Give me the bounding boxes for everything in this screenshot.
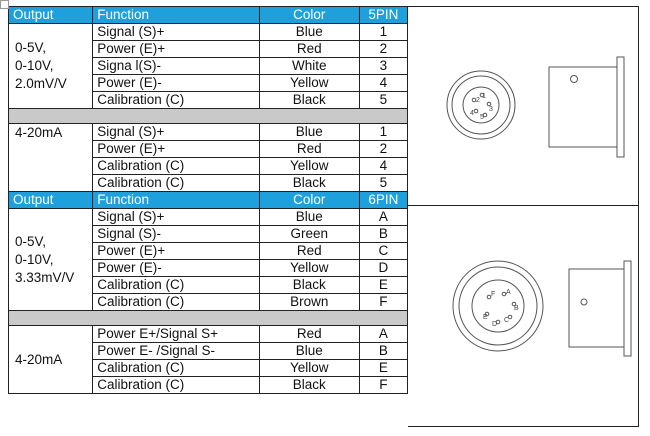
- header-pin: 5PIN: [359, 7, 407, 24]
- table-row: [9, 209, 408, 226]
- pin-cell: 1: [359, 124, 407, 141]
- color-cell: Green: [259, 226, 359, 243]
- color-cell: White: [259, 58, 359, 75]
- output-line: 2.0mV/V: [15, 76, 67, 91]
- color-cell: Blue: [259, 24, 359, 41]
- color-cell: Red: [259, 326, 359, 343]
- pin-label: E: [483, 314, 488, 321]
- table-row: [9, 24, 408, 41]
- color-cell: Yellow: [259, 75, 359, 92]
- color-cell: Black: [259, 92, 359, 109]
- color-cell: Black: [259, 175, 359, 192]
- pin-cell: E: [359, 360, 407, 377]
- pin-label: A: [506, 289, 511, 296]
- pin-cell: 5: [359, 92, 407, 109]
- function-cell: Signal (S)+: [93, 209, 259, 226]
- function-cell: Power (E)+: [93, 243, 259, 260]
- connector-outer-ring: [453, 261, 543, 351]
- color-cell: Yellow: [259, 260, 359, 277]
- wiring-table: [8, 6, 408, 394]
- table-row: [9, 326, 408, 343]
- function-cell: Signa l(S)-: [93, 58, 259, 75]
- function-cell: Calibration (C): [93, 294, 259, 311]
- wiring-spec-sheet: [8, 6, 640, 436]
- pin-cell: 2: [359, 41, 407, 58]
- output-line: 3.33mV/V: [15, 269, 75, 285]
- connector-side-body: [569, 269, 624, 347]
- function-cell: Calibration (C): [93, 175, 259, 192]
- color-cell: Blue: [259, 343, 359, 360]
- connector-6pin-drawing: [408, 206, 639, 426]
- color-cell: Blue: [259, 209, 359, 226]
- output-cell: [9, 24, 93, 109]
- color-cell: Red: [259, 41, 359, 58]
- connector-side-hole: [571, 76, 578, 83]
- function-cell: Power (E)+: [93, 141, 259, 158]
- header-color: Color: [259, 7, 359, 24]
- connector-flange: [617, 57, 624, 157]
- connector-side-hole: [581, 299, 587, 305]
- pin-label: 4: [470, 110, 474, 117]
- pin-cell: C: [359, 243, 407, 260]
- connector-side-body: [549, 67, 617, 147]
- connector-6pin-drawing-cell: [408, 205, 639, 427]
- table-row: [9, 124, 408, 141]
- color-cell: Black: [259, 277, 359, 294]
- pin-cell: B: [359, 226, 407, 243]
- connector-5pin-drawing-cell: [408, 6, 639, 206]
- connector-inner-ring: [452, 76, 510, 134]
- color-cell: Red: [259, 243, 359, 260]
- color-cell: Yellow: [259, 158, 359, 175]
- function-cell: Calibration (C): [93, 277, 259, 294]
- output-cell: 4-20mA: [9, 124, 93, 192]
- header-function: Function: [93, 192, 259, 209]
- connector-inner-ring: [459, 267, 537, 345]
- pin-cell: 3: [359, 58, 407, 75]
- pin-label: B: [514, 305, 519, 312]
- pin-cell: 5: [359, 175, 407, 192]
- document-corner-marker: [0, 0, 9, 9]
- color-cell: Blue: [259, 124, 359, 141]
- table-header-6pin: [9, 192, 408, 209]
- output-line: 0-5V,: [15, 40, 47, 55]
- header-pin: 6PIN: [359, 192, 407, 209]
- pin-cell: B: [359, 343, 407, 360]
- color-cell: Black: [259, 377, 359, 394]
- header-color: Color: [259, 192, 359, 209]
- pin-cell: A: [359, 209, 407, 226]
- color-cell: Yellow: [259, 360, 359, 377]
- header-function: Function: [93, 7, 259, 24]
- connector-flange: [624, 261, 631, 356]
- pin-cell: A: [359, 326, 407, 343]
- connector-outer-ring: [447, 71, 515, 139]
- pin-cell: 4: [359, 75, 407, 92]
- function-cell: Power E+/Signal S+: [93, 326, 259, 343]
- function-cell: Power (E)-: [93, 260, 259, 277]
- function-cell: Calibration (C): [93, 158, 259, 175]
- pin-label: F: [491, 291, 496, 298]
- output-line: 0-10V,: [15, 58, 54, 73]
- separator-row: [9, 109, 408, 124]
- pin-cell: 4: [359, 158, 407, 175]
- pin-cell: F: [359, 377, 407, 394]
- pin-label: D: [492, 321, 498, 328]
- header-output: Output: [9, 192, 93, 209]
- pin-cell: 2: [359, 141, 407, 158]
- output-line: 0-10V,: [15, 251, 54, 267]
- function-cell: Power E- /Signal S-: [93, 343, 259, 360]
- function-cell: Signal (S)+: [93, 124, 259, 141]
- pin-label: 3: [489, 106, 493, 113]
- function-cell: Calibration (C): [93, 92, 259, 109]
- pin-label: 1: [482, 93, 486, 100]
- header-output: Output: [9, 7, 93, 24]
- function-cell: Calibration (C): [93, 377, 259, 394]
- pin-cell: E: [359, 277, 407, 294]
- function-cell: Calibration (C): [93, 360, 259, 377]
- function-cell: Signal (S)+: [93, 24, 259, 41]
- output-cell: [9, 209, 93, 311]
- pin-cell: D: [359, 260, 407, 277]
- function-cell: Signal (S)-: [93, 226, 259, 243]
- connector-5pin-drawing: [408, 7, 639, 205]
- pin-label: 5: [480, 114, 484, 121]
- output-line: 0-5V,: [15, 233, 47, 249]
- table-header-5pin: [9, 7, 408, 24]
- separator-row: [9, 311, 408, 326]
- pin-cell: F: [359, 294, 407, 311]
- pin-cell: 1: [359, 24, 407, 41]
- output-cell: 4-20mA: [9, 326, 93, 394]
- color-cell: Red: [259, 141, 359, 158]
- function-cell: Power (E)-: [93, 75, 259, 92]
- pin-label: C: [504, 317, 510, 324]
- pin-label: 2: [476, 97, 480, 104]
- function-cell: Power (E)+: [93, 41, 259, 58]
- color-cell: Brown: [259, 294, 359, 311]
